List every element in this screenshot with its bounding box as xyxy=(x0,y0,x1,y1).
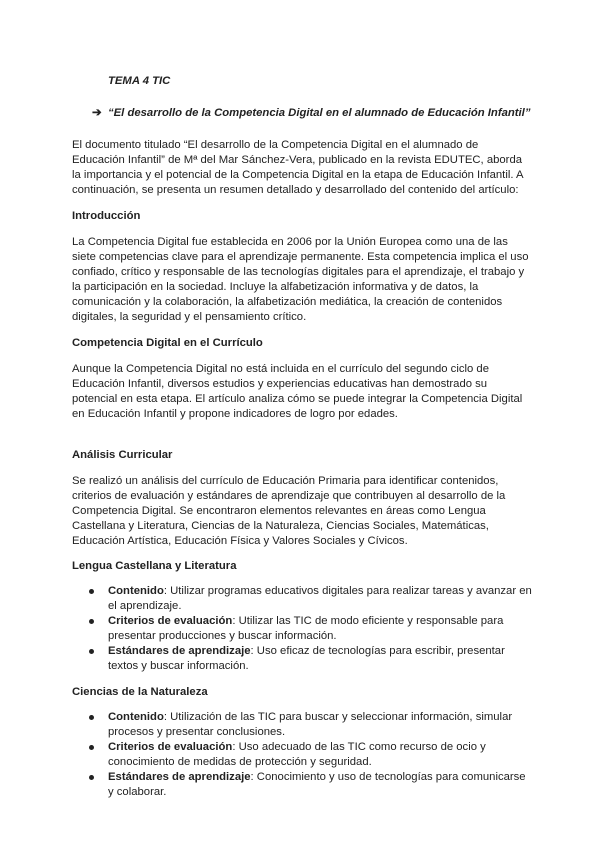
list-item xyxy=(72,614,532,644)
list-item xyxy=(72,584,532,614)
bullet-icon xyxy=(89,589,94,594)
list-item xyxy=(72,740,532,770)
heading-curriculo: Competencia Digital en el Currículo xyxy=(72,337,263,349)
intro-paragraph: El documento titulado “El desarrollo de la Competencia Digital en el alumnado de Educación Infantil” de Mª del Mar Sánchez-Vera, publicado en la revista EDUTEC, aborda la importancia y el potencial de la Competencia Digital en la etapa de Educación Infantil. A continuación, se presenta un resumen detallado y desarrollado del contenido del artículo: xyxy=(72,139,523,196)
bullet-icon xyxy=(89,649,94,654)
bullet-icon xyxy=(89,745,94,750)
bullet-icon xyxy=(89,775,94,780)
paragraph-analisis: Se realizó un análisis del currículo de Educación Primaria para identificar contenidos, criterios de evaluación y estándares de aprendizaje que contribuyen al desarrollo de la Competencia Digital. Se encontraron elementos relevantes en áreas como Lengua Castellana y Literatura, Ciencias de la Naturaleza, Ciencias Sociales, Matemáticas, Educación Artística, Educación Física y Valores Sociales y Cívicos. xyxy=(72,475,506,547)
item-label: Criterios de evaluación xyxy=(108,741,233,753)
article-title-text: “El desarrollo de la Competencia Digital en el alumnado de Educación Infantil” xyxy=(108,107,531,119)
paragraph-introduccion: La Competencia Digital fue establecida en 2006 por la Unión Europea como una de las siete competencias clave para el aprendizaje permanente. Esta competencia implica el uso confiado, crítico y responsable de las tecnologías digitales para el aprendizaje, el trabajo y la participación en la sociedad. Incluye la alfabetización informativa y de datos, la comunicación y la colaboración, la alfabetización mediática, la creación de contenidos digitales, la seguridad y el pensamiento crítico. xyxy=(72,236,529,323)
list-item xyxy=(72,710,532,740)
item-label: Contenido xyxy=(108,711,164,723)
bullet-icon xyxy=(89,619,94,624)
list-lengua xyxy=(72,584,532,674)
item-text: : Conocimiento y uso de tecnologías para comunicarse y colaborar. xyxy=(108,771,526,798)
list-ciencias xyxy=(72,710,532,800)
arrow-icon: ➔ xyxy=(92,107,102,119)
topic-title: TEMA 4 TIC xyxy=(108,75,171,87)
item-text: : Uso adecuado de las TIC como recurso de ocio y conocimiento de medidas de protección y seguridad. xyxy=(108,741,486,768)
item-text: : Utilización de las TIC para buscar y seleccionar información, simular procesos y presentar conclusiones. xyxy=(108,711,513,738)
item-label: Contenido xyxy=(108,585,164,597)
item-label: Estándares de aprendizaje xyxy=(108,771,251,783)
item-label: Estándares de aprendizaje xyxy=(108,645,251,657)
list-item xyxy=(72,644,532,674)
list-item xyxy=(72,770,532,800)
heading-lengua: Lengua Castellana y Literatura xyxy=(72,560,237,572)
heading-ciencias: Ciencias de la Naturaleza xyxy=(72,686,208,698)
paragraph-curriculo: Aunque la Competencia Digital no está incluida en el currículo del segundo ciclo de Educación Infantil, diversos estudios y experiencias educativas han demostrado su potencial en esta etapa. El artículo analiza cómo se puede integrar la Competencia Digital en Educación Infantil y propone indicadores de logro por edades. xyxy=(72,363,523,420)
bullet-icon xyxy=(89,715,94,720)
item-text: : Utilizar programas educativos digitales para realizar tareas y avanzar en el aprendizaje. xyxy=(108,585,532,612)
item-text: : Uso eficaz de tecnologías para escribir, presentar textos y buscar información. xyxy=(108,645,505,672)
article-subtitle xyxy=(92,106,532,121)
item-text: : Utilizar las TIC de modo eficiente y responsable para presentar producciones y buscar información. xyxy=(108,615,504,642)
item-label: Criterios de evaluación xyxy=(108,615,233,627)
heading-analisis: Análisis Curricular xyxy=(72,449,173,461)
heading-introduccion: Introducción xyxy=(72,210,141,222)
